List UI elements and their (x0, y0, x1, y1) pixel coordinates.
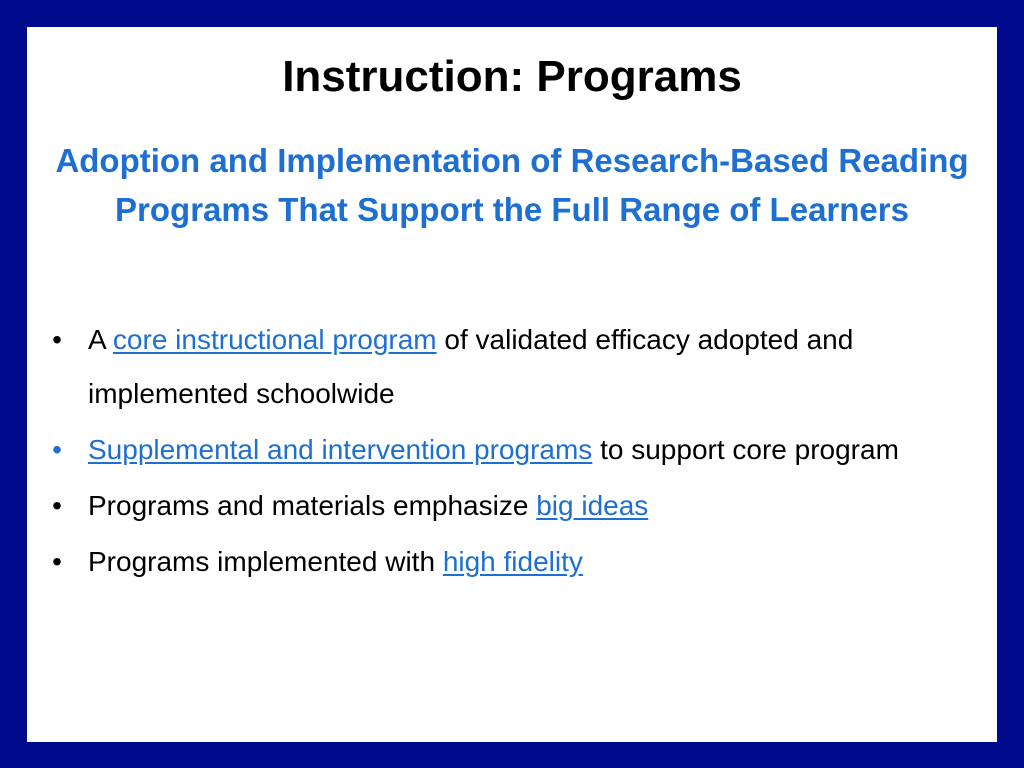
bullet-marker: • (52, 434, 62, 465)
slide-content (27, 27, 997, 742)
high-fidelity-link[interactable]: high fidelity (442, 546, 583, 577)
bullet-item-fidelity (47, 535, 977, 589)
slide-title: Instruction: Programs (282, 52, 742, 101)
bullet-marker: • (52, 546, 62, 577)
bullet-list (47, 313, 977, 591)
bullet-text-after: to support core program (592, 434, 899, 465)
bullet-item-supplemental (47, 423, 977, 477)
bullet-text-before: Programs implemented with (88, 546, 443, 577)
slide-subtitle: Adoption and Implementation of Research-Based Reading Programs That Support the Full Range of Learners (55, 142, 969, 228)
bullet-marker: • (52, 490, 62, 521)
bullet-text-before: A (88, 324, 113, 355)
bullet-marker: • (52, 324, 62, 355)
big-ideas-link[interactable]: big ideas (536, 490, 649, 521)
bullet-text-after: of validated efficacy adopted and implemented schoolwide (88, 324, 854, 409)
bullet-item-core-program (47, 313, 977, 421)
supplemental-intervention-programs-link[interactable]: Supplemental and intervention programs (88, 434, 593, 465)
core-instructional-program-link[interactable]: core instructional program (112, 324, 437, 355)
bullet-text-before: Programs and materials emphasize (88, 490, 537, 521)
bullet-item-big-ideas (47, 479, 977, 533)
